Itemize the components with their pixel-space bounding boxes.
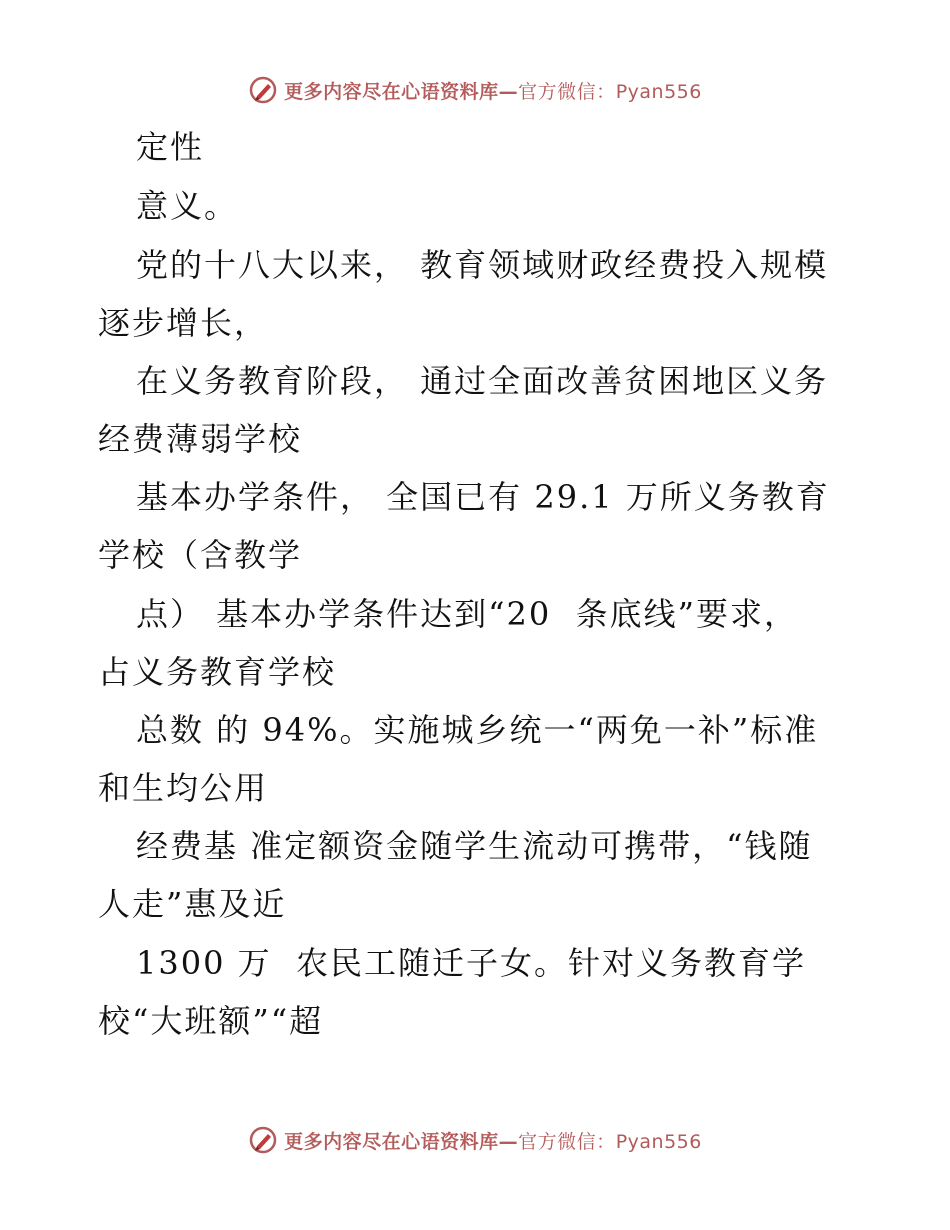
- body-line: 点） 基本办学条件达到“20 条底线”要求，: [136, 595, 798, 633]
- footer-title: 更多内容尽在心语资料库: [284, 1130, 499, 1153]
- header-wechat-label: 官方微信：: [518, 80, 616, 103]
- header-wechat-id: Pyan556: [615, 80, 702, 103]
- header-separator: —: [498, 80, 519, 103]
- footer-wechat-id: Pyan556: [615, 1130, 702, 1153]
- body-line: 经费薄弱学校: [98, 420, 303, 458]
- footer-banner-text: [284, 1127, 702, 1154]
- footer-separator: —: [498, 1130, 519, 1153]
- body-line: 在义务教育阶段， 通过全面改善贫困地区义务: [136, 362, 829, 400]
- header-title: 更多内容尽在心语资料库: [284, 80, 499, 103]
- footer-banner: [0, 1120, 950, 1160]
- body-line: 意义。: [136, 187, 239, 225]
- footer-wechat-label: 官方微信：: [518, 1130, 616, 1153]
- body-line: 校“大班额”“超: [98, 1002, 324, 1040]
- header-banner: [0, 70, 950, 110]
- body-line: 1300 万 农民工随迁子女。针对义务教育学: [136, 944, 806, 982]
- body-line: 定性: [136, 128, 205, 166]
- body-line: 基本办学条件， 全国已有 29.1 万所义务教育: [136, 478, 830, 516]
- header-banner-text: [284, 77, 702, 104]
- body-line: 总数 的 94%。实施城乡统一“两免一补”标准: [136, 711, 819, 749]
- body-line: 占义务教育学校: [98, 653, 337, 691]
- body-line: 学校（含教学: [98, 536, 303, 574]
- body-line: 经费基 准定额资金随学生流动可携带，“钱随: [136, 827, 813, 865]
- body-line: 人走”惠及近: [98, 885, 287, 923]
- pen-logo-icon: [248, 75, 278, 105]
- body-line: 党的十八大以来， 教育领域财政经费投入规模: [136, 246, 829, 284]
- body-line: 逐步增长，: [98, 304, 269, 342]
- pen-logo-icon: [248, 1125, 278, 1155]
- body-line: 和生均公用: [98, 769, 269, 807]
